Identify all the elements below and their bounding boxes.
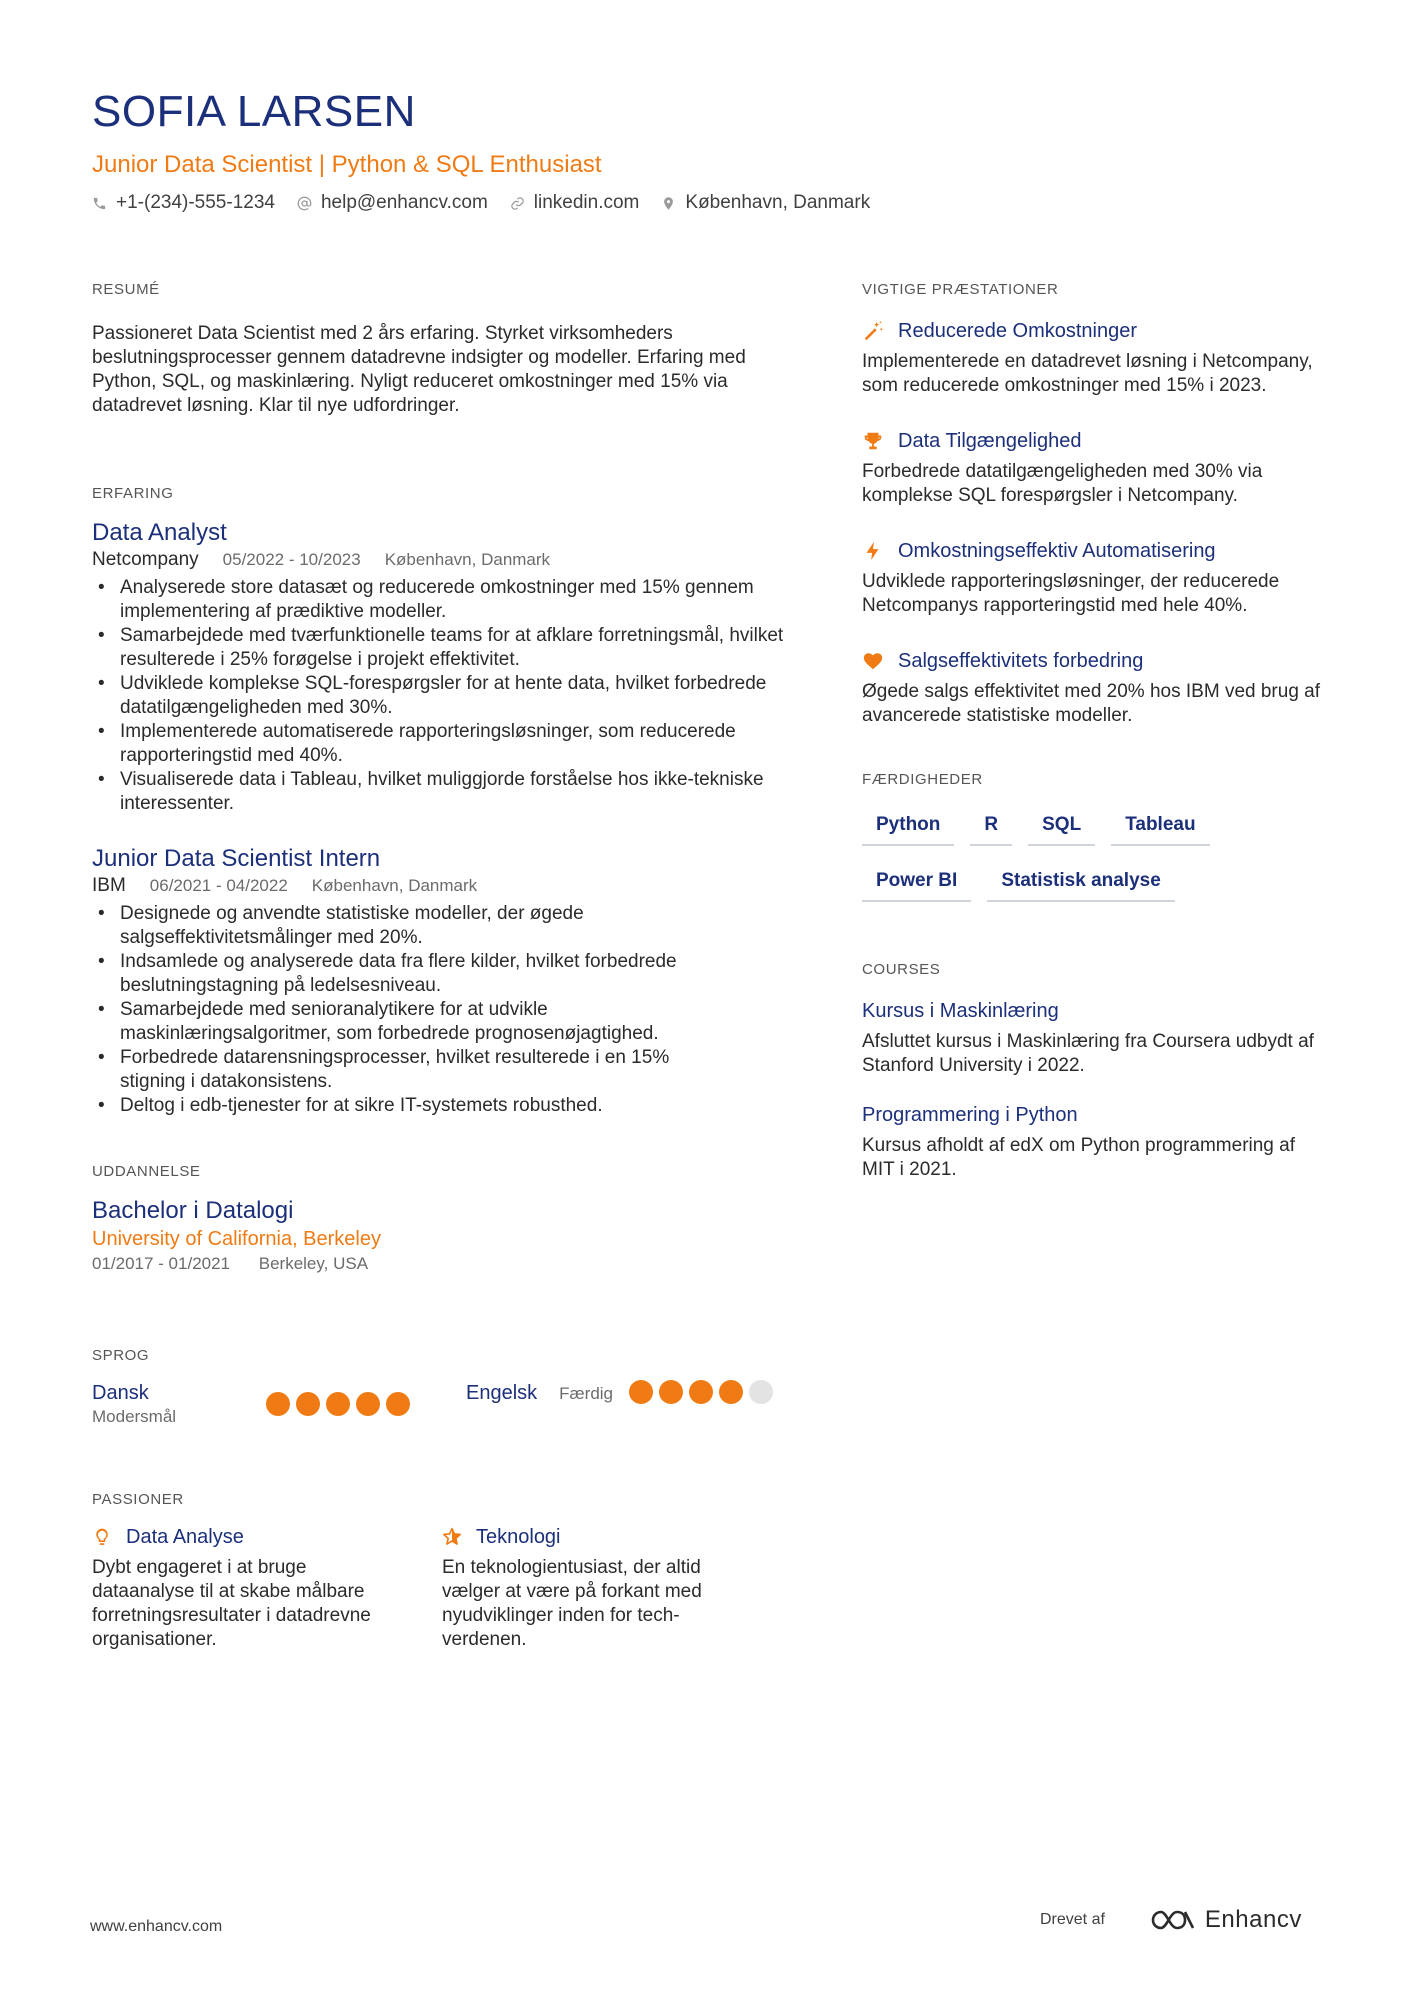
linkedin-text[interactable]: linkedin.com bbox=[533, 192, 640, 213]
job-company: Netcompany bbox=[92, 549, 199, 570]
rating-dot-filled bbox=[296, 1392, 320, 1416]
language-item bbox=[466, 1380, 773, 1428]
language-level: Færdig bbox=[559, 1384, 614, 1403]
bullet-item: • Udviklede komplekse SQL-forespørgsler for at hente data, hvilket forbedrede datatilgængeligheden med 30%. bbox=[92, 672, 792, 720]
skill-tag: Statistisk analyse bbox=[987, 868, 1174, 902]
job-meta bbox=[92, 874, 792, 898]
job-date: 06/2021 - 04/2022 bbox=[149, 876, 288, 895]
bullet-item: • Analyserede store datasæt og reducerede omkostninger med 15% gennem implementering af prædiktive modeller. bbox=[92, 576, 792, 624]
star-icon bbox=[442, 1527, 462, 1547]
passions-title: PASSIONER bbox=[92, 1491, 184, 1508]
course-desc: Kursus afholdt af edX om Python programmering af MIT i 2021. bbox=[862, 1135, 1296, 1180]
achievement-item bbox=[862, 428, 1332, 508]
lightning-icon bbox=[862, 540, 884, 562]
job-entry bbox=[92, 844, 792, 1118]
candidate-name: SOFIA LARSEN bbox=[92, 87, 416, 136]
location-pin-icon bbox=[661, 196, 676, 211]
achievement-desc: Øgede salgs effektivitet med 20% hos IBM ved brug af avancerede statistiske modeller. bbox=[862, 681, 1321, 726]
passions-section bbox=[92, 1490, 792, 1652]
enhancv-logo-icon bbox=[1149, 1907, 1197, 1933]
rating-dot-empty bbox=[749, 1380, 773, 1404]
job-meta bbox=[92, 548, 792, 572]
bullet-item: • Forbedrede datarensningsprocesser, hvilket resulterede i en 15% stigning i datakonsistens. bbox=[92, 1046, 732, 1094]
achievement-title: Reducerede Omkostninger bbox=[898, 320, 1138, 342]
bullet-item: • Visualiserede data i Tableau, hvilket muliggjorde forståelse hos ikke-tekniske interessenter. bbox=[92, 768, 792, 816]
languages-title: SPROG bbox=[92, 1347, 150, 1364]
job-entry bbox=[92, 518, 792, 816]
rating-dot-filled bbox=[386, 1392, 410, 1416]
contact-phone bbox=[92, 190, 275, 216]
passions-list bbox=[92, 1524, 792, 1652]
brand-name: Enhancv bbox=[1204, 1906, 1302, 1933]
course-item bbox=[862, 1102, 1332, 1182]
rating-dot-filled bbox=[629, 1380, 653, 1404]
rating-dot-filled bbox=[266, 1392, 290, 1416]
passion-desc: Dybt engageret i at bruge dataanalyse til at skabe målbare forretningsresultater i datadrevne organisationer. bbox=[92, 1557, 371, 1650]
heart-icon bbox=[862, 650, 884, 672]
education-title: UDDANNELSE bbox=[92, 1163, 201, 1180]
job-date: 05/2022 - 10/2023 bbox=[222, 550, 361, 569]
achievement-title: Salgseffektivitets forbedring bbox=[898, 650, 1144, 672]
skill-tag: R bbox=[970, 812, 1012, 846]
courses-title: COURSES bbox=[862, 961, 941, 978]
summary-section bbox=[92, 280, 792, 418]
resume-header bbox=[92, 86, 1322, 216]
achievement-desc: Forbedrede datatilgængeligheden med 30% via komplekse SQL forespørgsler i Netcompany. bbox=[862, 461, 1263, 506]
skills-section bbox=[862, 770, 1332, 924]
trophy-icon bbox=[862, 430, 884, 452]
at-icon bbox=[297, 196, 312, 211]
achievement-desc: Udviklede rapporteringsløsninger, der reducerede Netcompanys rapporteringstid med hele 40%. bbox=[862, 571, 1280, 616]
passion-header bbox=[442, 1524, 792, 1550]
language-name: Engelsk bbox=[466, 1382, 538, 1404]
job-location: København, Danmark bbox=[384, 550, 551, 569]
footer-branding bbox=[1040, 1906, 1302, 1934]
languages-list bbox=[92, 1380, 792, 1428]
rating-dot-filled bbox=[719, 1380, 743, 1404]
edu-date: 01/2017 - 01/2021 bbox=[92, 1254, 231, 1273]
summary-title: RESUMÉ bbox=[92, 281, 160, 298]
bullet-item: • Designede og anvendte statistiske modeller, der øgede salgseffektivitetsmålinger med 20%. bbox=[92, 902, 732, 950]
passion-header bbox=[92, 1524, 442, 1550]
achievements-title: VIGTIGE PRÆSTATIONER bbox=[862, 281, 1059, 298]
achievement-desc: Implementerede en datadrevet løsning i Netcompany, som reducerede omkostninger med 15% i 2023. bbox=[862, 351, 1313, 396]
rating-dot-filled bbox=[659, 1380, 683, 1404]
achievement-item bbox=[862, 318, 1332, 398]
skills-title: FÆRDIGHEDER bbox=[862, 771, 983, 788]
achievements-section bbox=[862, 280, 1332, 728]
link-icon bbox=[510, 196, 525, 211]
email-text[interactable]: help@enhancv.com bbox=[320, 192, 488, 213]
contact-linkedin[interactable] bbox=[510, 190, 640, 216]
job-company: IBM bbox=[92, 875, 126, 896]
skill-tag: Python bbox=[862, 812, 954, 846]
footer-website[interactable]: www.enhancv.com bbox=[90, 1918, 223, 1935]
brand-logo[interactable] bbox=[1149, 1906, 1302, 1934]
phone-icon bbox=[92, 196, 107, 211]
skill-tag: SQL bbox=[1028, 812, 1095, 846]
lightbulb-icon bbox=[92, 1527, 112, 1547]
language-rating bbox=[629, 1380, 773, 1404]
bullet-item: • Samarbejdede med senioranalytikere for at udvikle maskinlæringsalgoritmer, som forbedrede prognosenøjagtighed. bbox=[92, 998, 732, 1046]
course-title: Kursus i Maskinlæring bbox=[862, 1000, 1059, 1022]
bullet-item: • Samarbejdede med tværfunktionelle teams for at afklare forretningsmål, hvilket resulterede i 25% forøgelse i projekt effektivitet. bbox=[92, 624, 792, 672]
edu-school: University of California, Berkeley bbox=[92, 1228, 381, 1250]
language-level: Modersmål bbox=[92, 1407, 177, 1426]
bullet-item: • Deltog i edb-tjenester for at sikre IT-systemets robusthed. bbox=[92, 1094, 732, 1118]
achievement-header bbox=[862, 648, 1332, 674]
edu-meta bbox=[92, 1252, 792, 1276]
experience-title: ERFARING bbox=[92, 485, 174, 502]
language-rating bbox=[266, 1392, 410, 1416]
bullet-item: • Indsamlede og analyserede data fra flere kilder, hvilket forbedrede beslutningstagning på ledelsesniveau. bbox=[92, 950, 732, 998]
skill-tag: Tableau bbox=[1111, 812, 1209, 846]
skills-list bbox=[862, 812, 1262, 924]
achievement-item bbox=[862, 648, 1332, 728]
magic-wand-icon bbox=[862, 320, 884, 342]
education-section bbox=[92, 1162, 792, 1276]
rating-dot-filled bbox=[356, 1392, 380, 1416]
achievement-header bbox=[862, 538, 1332, 564]
edu-degree: Bachelor i Datalogi bbox=[92, 1197, 294, 1224]
passion-title: Data Analyse bbox=[126, 1526, 244, 1548]
job-title: Data Analyst bbox=[92, 519, 227, 546]
job-location: København, Danmark bbox=[311, 876, 478, 895]
achievement-header bbox=[862, 318, 1332, 344]
contact-info bbox=[92, 190, 1322, 216]
job-bullets bbox=[92, 902, 732, 1118]
edu-location: Berkeley, USA bbox=[258, 1254, 369, 1273]
location-text: København, Danmark bbox=[685, 192, 871, 213]
achievement-title: Data Tilgængelighed bbox=[898, 430, 1082, 452]
summary-text: Passioneret Data Scientist med 2 års erfaring. Styrket virksomheders beslutningsprocesser gennem datadrevne indsigter og modeller. Erfaring med Python, SQL, og maskinlæring. Nyligt reduceret omkostninger med 15% via datadrevet løsning. Klar til nye udfordringer. bbox=[92, 323, 746, 416]
languages-section bbox=[92, 1346, 792, 1428]
course-desc: Afsluttet kursus i Maskinlæring fra Coursera udbydt af Stanford University i 2022. bbox=[862, 1031, 1314, 1076]
powered-by-text: Drevet af bbox=[1040, 1911, 1105, 1928]
passion-desc: En teknologientusiast, der altid vælger at være på forkant med nyudviklinger inden for tech-verdenen. bbox=[442, 1557, 702, 1650]
phone-text: +1-(234)-555-1234 bbox=[116, 192, 275, 213]
passion-title: Teknologi bbox=[476, 1526, 561, 1548]
language-item bbox=[92, 1380, 466, 1428]
passion-item bbox=[442, 1524, 792, 1652]
language-name: Dansk bbox=[92, 1382, 149, 1404]
achievement-item bbox=[862, 538, 1332, 618]
bullet-item: • Implementerede automatiserede rapporteringsløsninger, som reducerede rapporteringstid med 40%. bbox=[92, 720, 792, 768]
experience-section bbox=[92, 484, 792, 1118]
contact-email[interactable] bbox=[297, 190, 488, 216]
achievement-header bbox=[862, 428, 1332, 454]
job-title: Junior Data Scientist Intern bbox=[92, 845, 381, 872]
course-title: Programmering i Python bbox=[862, 1104, 1078, 1126]
language-text bbox=[92, 1380, 266, 1428]
course-item bbox=[862, 998, 1332, 1078]
courses-section bbox=[862, 960, 1332, 1182]
candidate-headline: Junior Data Scientist | Python & SQL Enthusiast bbox=[92, 151, 602, 178]
passion-item bbox=[92, 1524, 442, 1652]
skill-tag: Power BI bbox=[862, 868, 971, 902]
rating-dot-filled bbox=[689, 1380, 713, 1404]
right-column bbox=[862, 280, 1332, 1206]
rating-dot-filled bbox=[326, 1392, 350, 1416]
job-bullets bbox=[92, 576, 792, 816]
contact-location bbox=[661, 190, 870, 216]
achievement-title: Omkostningseffektiv Automatisering bbox=[898, 540, 1216, 562]
left-column bbox=[92, 280, 792, 1652]
